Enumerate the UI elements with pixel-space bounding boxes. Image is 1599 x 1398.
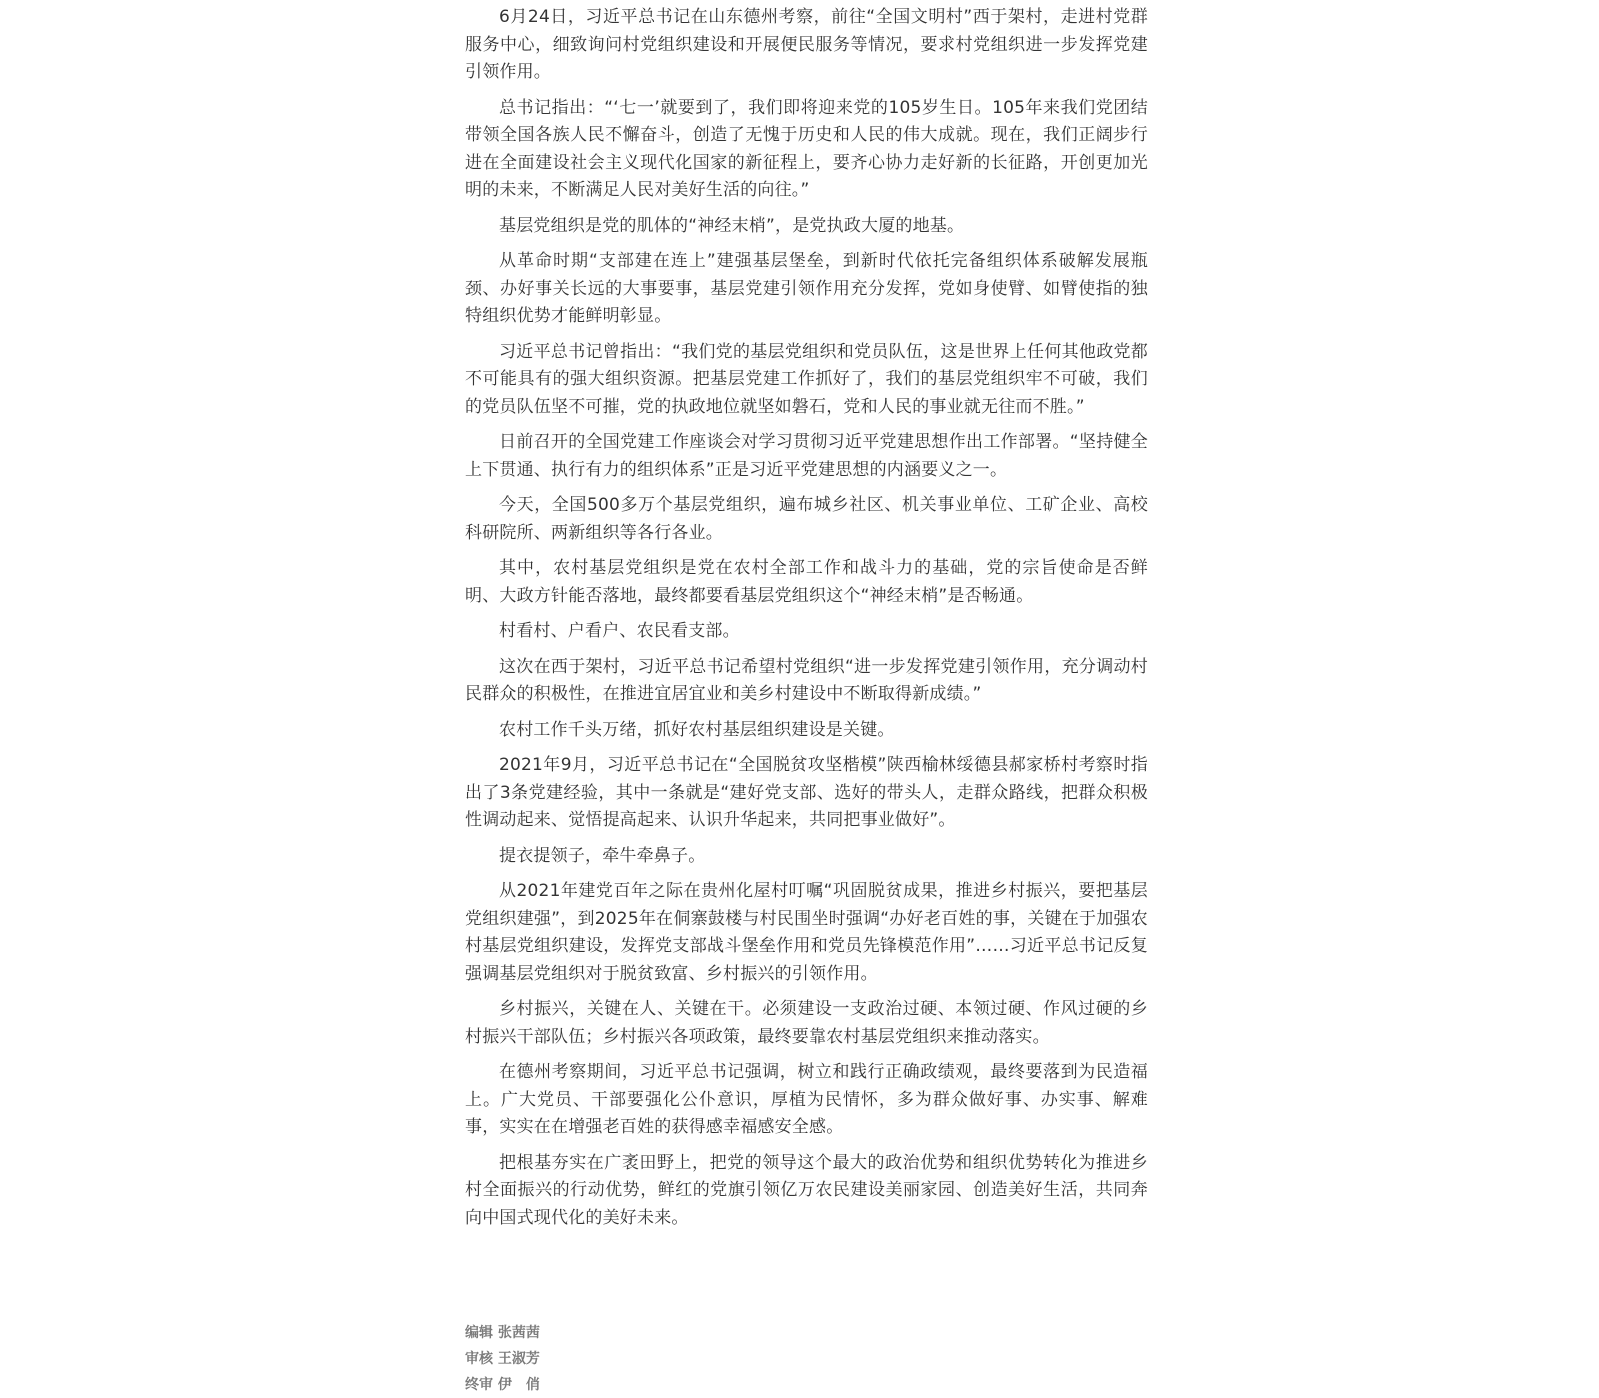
article-paragraph-16: 在德州考察期间，习近平总书记强调，树立和践行正确政绩观，最终要落到为民造福上。广大党员、干部要强化公仆意识，厚植为民情怀，多为群众做好事、办实事、解难事，实实在在增强老百姓的获得感幸福感安全感。: [465, 1062, 1148, 1137]
article-paragraph-12: 2021年9月，习近平总书记在“全国脱贫攻坚楷模”陕西榆林绥德县郝家桥村考察时指出了3条党建经验，其中一条就是“建好党支部、选好的带头人，走群众路线，把群众积极性调动起来、觉悟提高起来、认识升华起来，共同把事业做好”。: [465, 755, 1148, 830]
article-paragraph-5: 习近平总书记曾指出：“我们党的基层党组织和党员队伍，这是世界上任何其他政党都不可能具有的强大组织资源。把基层党建工作抓好了，我们的基层党组织牢不可破，我们的党员队伍坚不可摧，党的执政地位就坚如磐石，党和人民的事业就无往而不胜。”: [465, 341, 1148, 417]
article-paragraph-1: 6月24日，习近平总书记在山东德州考察，前往“全国文明村”西于架村，走进村党群服务中心，细致询问村党组织建设和开展便民服务等情况，要求村党组织进一步发挥党建引领作用。: [465, 7, 1148, 82]
article-paragraph-4: 从革命时期“支部建在连上”建强基层堡垒，到新时代依托完备组织体系破解发展瓶颈、办好事关长远的大事要事，基层党建引领作用充分发挥，党如身使臂、如臂使指的独特组织优势才能鲜明彰显。: [465, 251, 1148, 326]
article-paragraph-3: 基层党组织是党的肌体的“神经末梢”，是党执政大厦的地基。: [499, 215, 965, 236]
article-body: [465, 0, 1148, 1240]
article-paragraph-17: 把根基夯实在广袤田野上，把党的领导这个最大的政治优势和组织优势转化为推进乡村全面振兴的行动优势，鲜红的党旗引领亿万农民建设美丽家园、创造美好生活，共同奔向中国式现代化的美好未来。: [465, 1152, 1148, 1228]
article-paragraph-11: 农村工作千头万绪，抓好农村基层组织建设是关键。: [499, 719, 895, 740]
article-paragraph-9: 村看村、户看户、农民看支部。: [499, 621, 740, 641]
article-paragraph-7: 今天，全国500多万个基层党组织，遍布城乡社区、机关事业单位、工矿企业、高校科研院所、两新组织等各行各业。: [465, 495, 1148, 543]
article-credits: [465, 1320, 765, 1398]
article-paragraph-8: 其中，农村基层党组织是党在农村全部工作和战斗力的基础，党的宗旨使命是否鲜明、大政方针能否落地，最终都要看基层党组织这个“神经末梢”是否畅通。: [465, 558, 1148, 606]
article-paragraph-10: 这次在西于架村，习近平总书记希望村党组织“进一步发挥党建引领作用，充分调动村民群众的积极性，在推进宜居宜业和美乡村建设中不断取得新成绩。”: [465, 656, 1148, 704]
editor-credit: 编辑 张茜茜: [465, 1325, 540, 1341]
article-paragraph-14: 从2021年建党百年之际在贵州化屋村叮嘱“巩固脱贫成果，推进乡村振兴，要把基层党组织建强”，到2025年在侗寨鼓楼与村民围坐时强调“办好老百姓的事，关键在于加强农村基层党组织建设，发挥党支部战斗堡垒作用和党员先锋模范作用”……习近平总书记反复强调基层党组织对于脱贫致富、乡村振兴的引领作用。: [465, 881, 1148, 984]
article-paragraph-6: 日前召开的全国党建工作座谈会对学习贯彻习近平党建思想作出工作部署。“坚持健全上下贯通、执行有力的组织体系”正是习近平党建思想的内涵要义之一。: [465, 432, 1148, 480]
final-reviewer-credit: 终审 伊 俏: [465, 1377, 540, 1393]
article-paragraph-15: 乡村振兴，关键在人、关键在干。必须建设一支政治过硬、本领过硬、作风过硬的乡村振兴干部队伍；乡村振兴各项政策，最终要靠农村基层党组织来推动落实。: [465, 999, 1148, 1047]
article-paragraph-2: 总书记指出：“‘七一’就要到了，我们即将迎来党的105岁生日。105年来我们党团结带领全国各族人民不懈奋斗，创造了无愧于历史和人民的伟大成就。现在，我们正阔步行进在全面建设社会主义现代化国家的新征程上，要齐心协力走好新的长征路，开创更加光明的未来，不断满足人民对美好生活的向往。”: [465, 97, 1148, 200]
article-paragraph-13: 提衣提领子，牵牛牵鼻子。: [499, 845, 706, 866]
reviewer-credit: 审核 王淑芳: [465, 1351, 540, 1367]
